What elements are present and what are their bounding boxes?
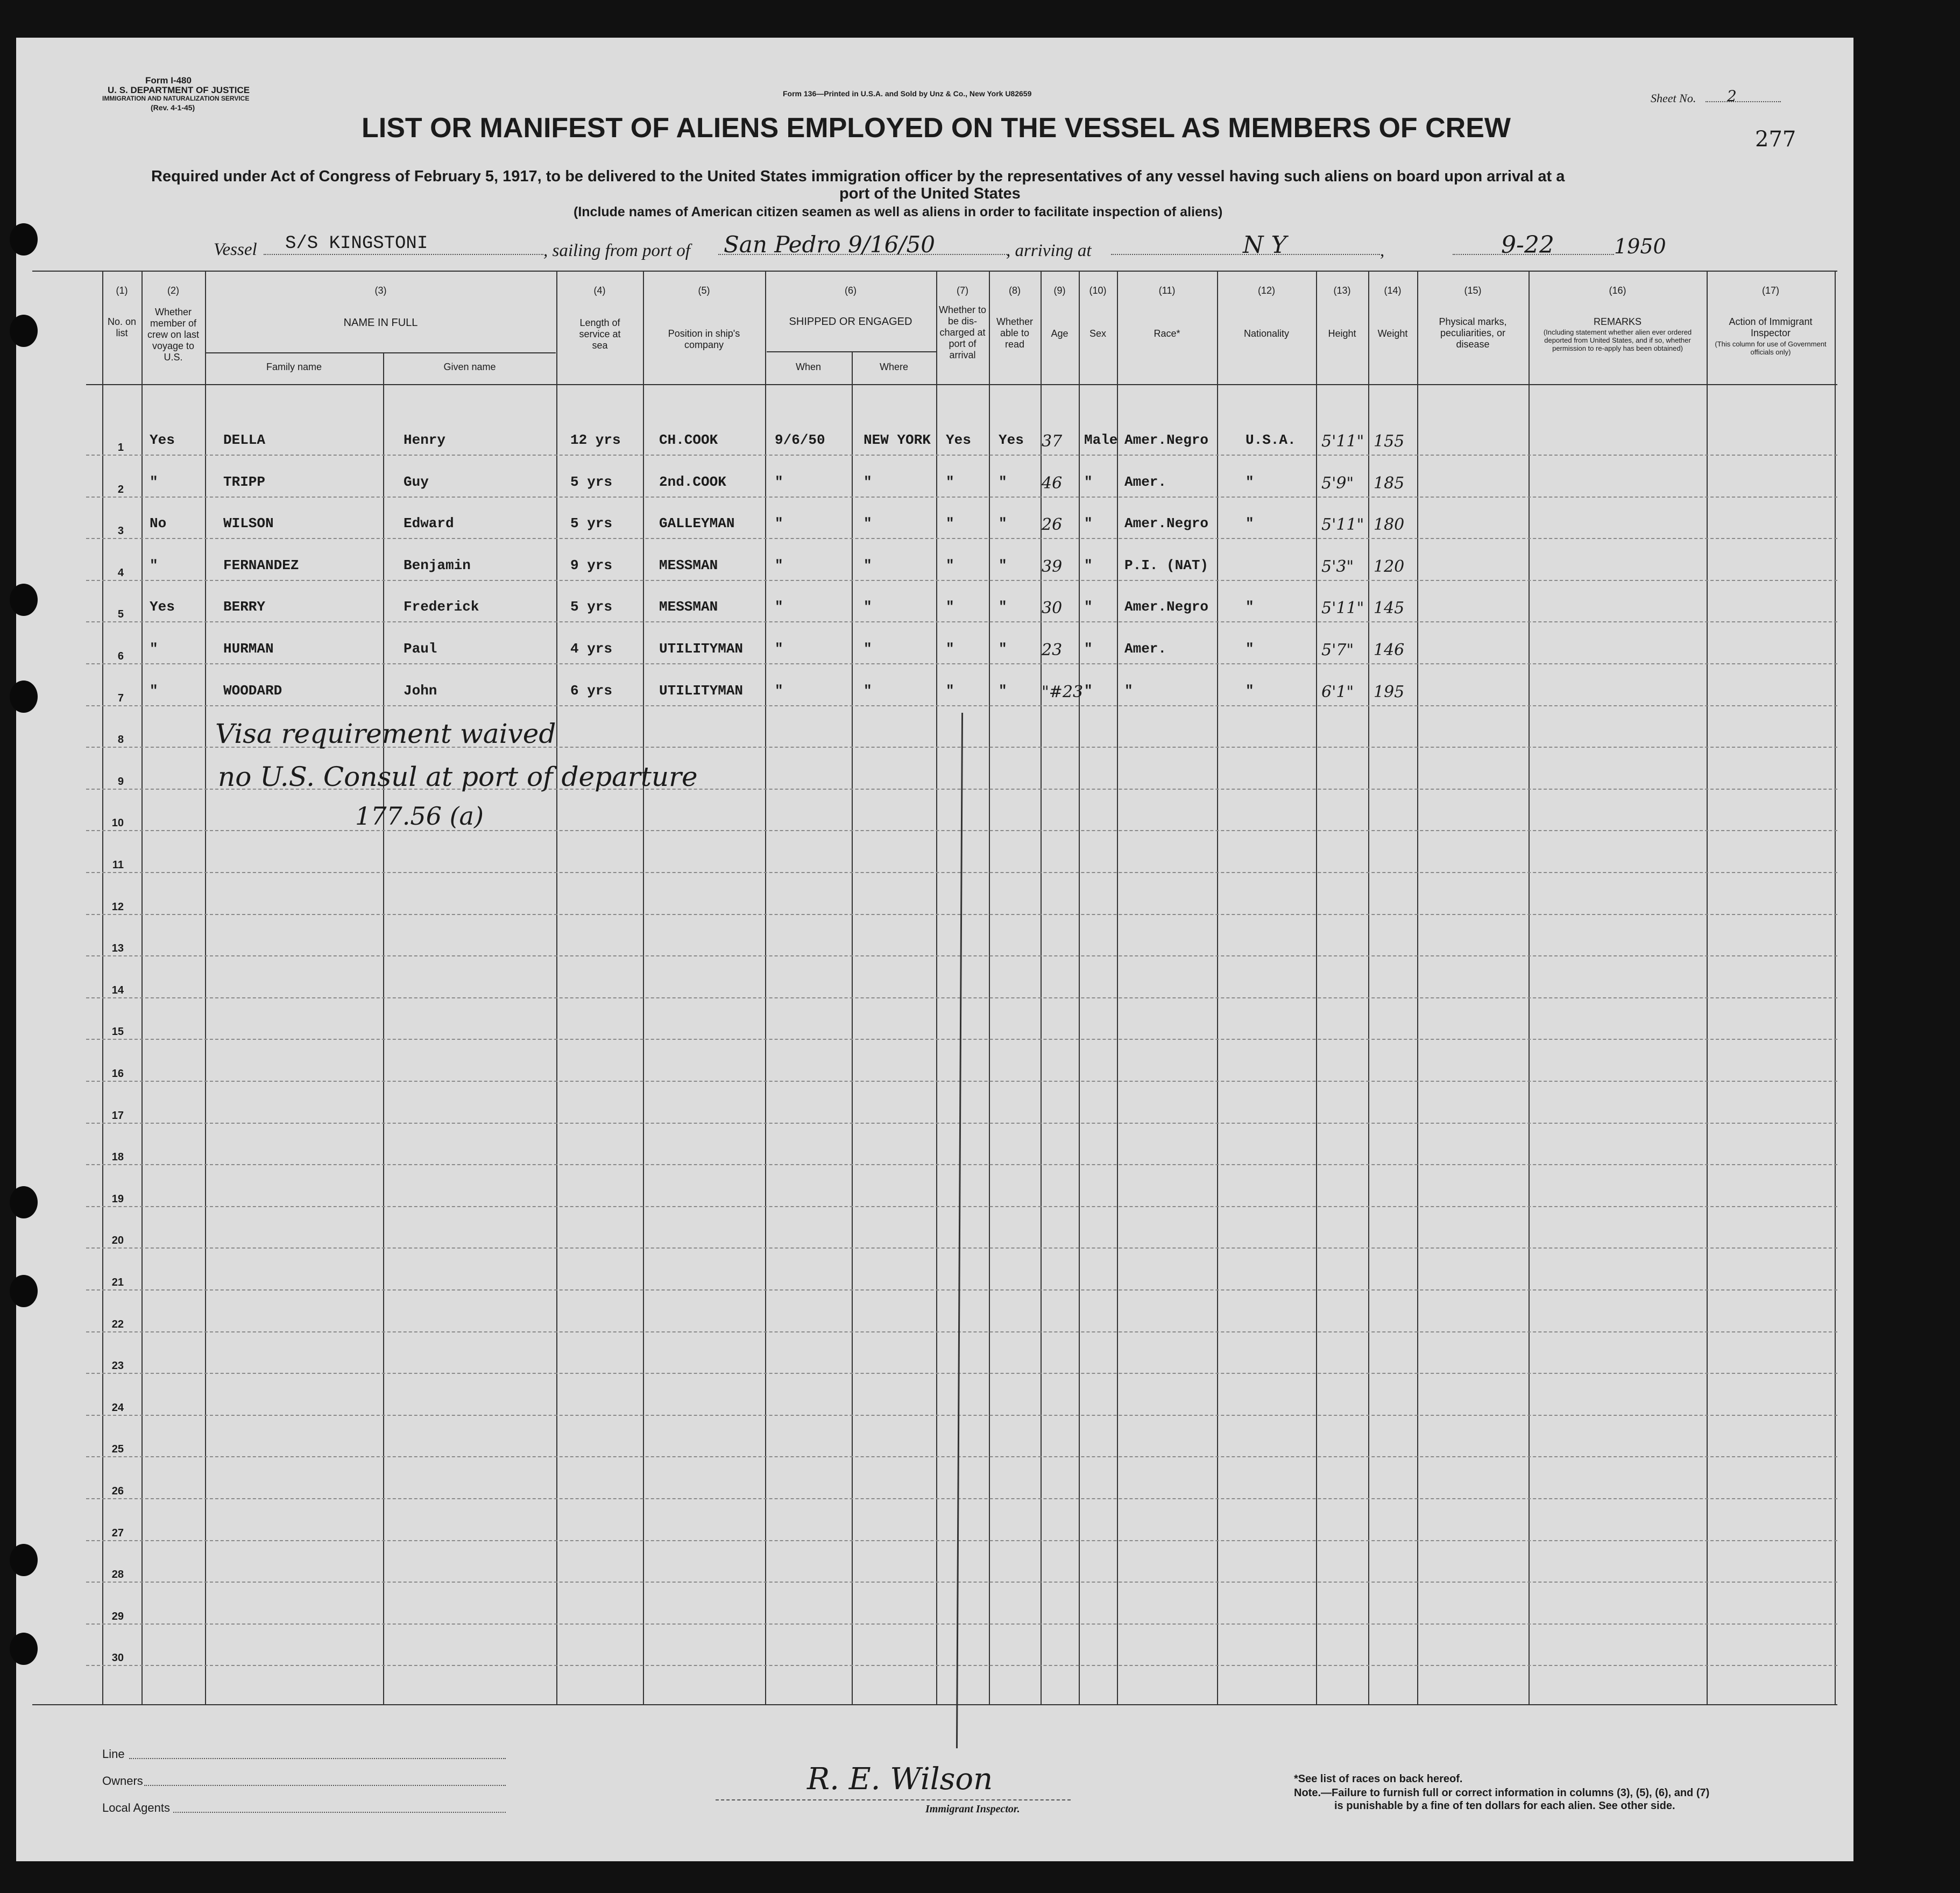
row-number: 13 <box>111 942 124 955</box>
row-number: 18 <box>111 1151 124 1164</box>
col-line <box>1117 271 1118 1704</box>
row-ruling <box>86 580 1837 581</box>
header-col13: Height <box>1328 328 1356 339</box>
header-col13-num: (13) <box>1333 285 1351 296</box>
service-length-cell: 5 yrs <box>570 515 613 532</box>
row-number: 4 <box>117 566 124 579</box>
form-title: LIST OR MANIFEST OF ALIENS EMPLOYED ON THE VESSEL AS MEMBERS OF CREW <box>362 112 1511 144</box>
service-length-cell: 4 yrs <box>570 641 613 657</box>
row-number: 15 <box>111 1026 124 1038</box>
row-number: 20 <box>111 1235 124 1247</box>
header-col9: Age <box>1051 328 1069 339</box>
given-name-cell: Paul <box>404 641 437 657</box>
shipped-when-cell: " <box>775 473 783 490</box>
height-cell: 5'3" <box>1321 557 1354 576</box>
age-cell: 23 <box>1042 641 1063 660</box>
col-line <box>1417 271 1418 1704</box>
service-length-cell: 6 yrs <box>570 682 613 699</box>
age-cell: 46 <box>1042 473 1063 493</box>
row-number: 1 <box>117 442 124 453</box>
position-cell: UTILITYMAN <box>659 682 744 699</box>
row-number: 23 <box>111 1360 124 1372</box>
weight-cell: 185 <box>1374 473 1405 493</box>
row-number: 3 <box>117 525 124 537</box>
header-col2: Whether member of crew on last voyage to U.S. <box>147 307 200 363</box>
nationality-cell: " <box>1246 473 1254 490</box>
discharged-cell: " <box>946 515 954 532</box>
family-name-cell: BERRY <box>223 599 266 615</box>
discharged-cell: " <box>946 557 954 573</box>
col-line <box>205 271 206 1704</box>
row-ruling <box>86 1498 1837 1499</box>
weight-cell: 155 <box>1374 432 1405 451</box>
sex-cell: " <box>1084 599 1093 615</box>
punch-hole <box>10 1186 38 1218</box>
col-line <box>852 351 853 1704</box>
header-col7: Whether to be dis-charged at port of arrival <box>938 304 987 360</box>
sex-cell: " <box>1084 473 1093 490</box>
sheet-label: Sheet No. <box>1651 91 1696 105</box>
header-col17-num: (17) <box>1761 285 1779 296</box>
punch-hole <box>10 1275 38 1307</box>
row-number: 21 <box>111 1277 124 1288</box>
position-cell: MESSMAN <box>659 557 718 573</box>
col-line <box>1835 271 1836 1704</box>
row-ruling <box>86 1247 1837 1249</box>
age-cell: 30 <box>1042 599 1063 618</box>
shipped-when-cell: " <box>775 515 783 532</box>
row-number: 29 <box>111 1610 124 1622</box>
age-cell: "#23 <box>1042 682 1084 701</box>
row-ruling <box>86 621 1837 622</box>
header-col16-sub: (Including statement whether alien ever ordered deported from United States, and if so, whether permission to re-apply has been obtained) <box>1543 328 1692 352</box>
subtitle-1: Required under Act of Congress of February 5, 1917, to be delivered to the United States immigration officer by the representatives of any vessel having such aliens on board upon arrival at a <box>151 168 1565 185</box>
position-cell: MESSMAN <box>659 599 718 615</box>
header-col11-num: (11) <box>1158 285 1176 296</box>
service-length-cell: 9 yrs <box>570 557 613 573</box>
row-number: 8 <box>117 734 124 746</box>
able-to-read-cell: Yes <box>999 432 1024 448</box>
sex-cell: " <box>1084 641 1093 657</box>
manifest-page <box>16 38 1853 1861</box>
height-cell: 5'11" <box>1321 599 1364 618</box>
crew-cell: Yes <box>150 432 175 448</box>
row-number: 22 <box>111 1318 124 1330</box>
header-col10-num: (10) <box>1089 285 1107 296</box>
row-ruling <box>86 1123 1837 1124</box>
col-line <box>1079 271 1080 1704</box>
annotation-line-3: 177.56 (a) <box>355 802 484 831</box>
header-col4: Length of service at sea <box>579 317 621 351</box>
header-col6-num: (6) <box>845 285 857 296</box>
vessel-name: S/S KINGSTONI <box>285 233 428 254</box>
row-number: 7 <box>117 692 124 704</box>
age-cell: 26 <box>1042 515 1063 535</box>
name-subheader-line <box>206 352 556 353</box>
department: U. S. DEPARTMENT OF JUSTICE <box>108 85 250 95</box>
given-name-cell: Guy <box>404 473 429 490</box>
shipped-where-cell: NEW YORK <box>864 432 931 448</box>
discharged-cell: " <box>946 641 954 657</box>
fine-note-2: is punishable by a fine of ten dollars for each alien. See other side. <box>1334 1800 1675 1812</box>
given-name-cell: Edward <box>404 515 454 532</box>
header-where: Where <box>879 361 908 372</box>
header-col16: REMARKS <box>1593 316 1641 327</box>
shipped-when-cell: " <box>775 641 783 657</box>
height-cell: 5'9" <box>1321 473 1354 493</box>
sheet-number: 2 <box>1727 87 1737 105</box>
crew-cell: " <box>150 682 158 699</box>
height-cell: 6'1" <box>1321 682 1354 701</box>
nationality-cell: U.S.A. <box>1246 432 1296 448</box>
family-name-cell: DELLA <box>223 432 266 448</box>
row-ruling <box>86 497 1837 498</box>
row-number: 14 <box>111 984 124 996</box>
sex-cell: Male <box>1084 432 1118 448</box>
shipped-when-cell: 9/6/50 <box>775 432 825 448</box>
col-line <box>383 352 384 1704</box>
discharged-cell: " <box>946 599 954 615</box>
position-cell: GALLEYMAN <box>659 515 735 532</box>
weight-cell: 120 <box>1374 557 1405 576</box>
height-cell: 5'7" <box>1321 641 1354 660</box>
port-from: San Pedro 9/16/50 <box>724 231 935 258</box>
header-col12-num: (12) <box>1257 285 1275 296</box>
col-line <box>556 271 557 1704</box>
crew-cell: " <box>150 557 158 573</box>
header-col7-num: (7) <box>957 285 968 296</box>
header-col3: NAME IN FULL <box>343 317 418 329</box>
note-label: Note. <box>1294 1787 1321 1799</box>
table-bottom-border <box>32 1704 1837 1705</box>
row-ruling <box>86 705 1837 706</box>
row-ruling <box>86 1456 1837 1457</box>
able-to-read-cell: " <box>999 641 1007 657</box>
row-number: 28 <box>111 1569 124 1581</box>
note-text: —Failure to furnish full or correct information in columns (3), (5), (6), and (7) <box>1321 1787 1710 1799</box>
punch-hole <box>10 584 38 616</box>
row-ruling <box>86 1081 1837 1082</box>
col-line <box>643 271 644 1704</box>
row-number: 17 <box>111 1109 124 1122</box>
discharged-cell: " <box>946 473 954 490</box>
family-name-cell: TRIPP <box>223 473 266 490</box>
weight-cell: 145 <box>1374 599 1405 618</box>
arrival-date: 9-22 <box>1501 231 1554 259</box>
row-number: 30 <box>111 1652 124 1664</box>
given-name-cell: Henry <box>404 432 446 448</box>
row-ruling <box>86 997 1837 998</box>
header-col4-num: (4) <box>593 285 606 296</box>
discharged-cell: " <box>946 682 954 699</box>
vessel-underline <box>264 254 543 255</box>
able-to-read-cell: " <box>999 557 1007 573</box>
fine-note <box>1294 1787 1709 1799</box>
header-col8: Whether able to read <box>996 316 1034 350</box>
sheet-underline <box>1706 101 1781 102</box>
header-col5: Position in ship's company <box>668 328 740 350</box>
header-col16-num: (16) <box>1609 285 1626 296</box>
header-col15-num: (15) <box>1464 285 1482 296</box>
age-cell: 37 <box>1042 432 1063 451</box>
family-name-cell: WILSON <box>223 515 274 532</box>
header-col8-num: (8) <box>1009 285 1021 296</box>
punch-hole <box>10 315 38 347</box>
header-col3-num: (3) <box>374 285 387 296</box>
sex-cell: " <box>1084 682 1093 699</box>
header-when: When <box>795 361 822 372</box>
header-col2-num: (2) <box>167 285 179 296</box>
arrival-year: 1950 <box>1614 235 1666 258</box>
row-ruling <box>86 1623 1837 1625</box>
owners-underline <box>144 1785 506 1786</box>
agents-label: Local Agents <box>102 1801 170 1814</box>
col-line <box>936 271 937 1704</box>
row-ruling <box>86 1665 1837 1666</box>
family-name-cell: HURMAN <box>223 641 274 657</box>
row-ruling <box>86 455 1837 456</box>
header-col1: No. on list <box>107 316 137 338</box>
family-name-cell: WOODARD <box>223 682 282 699</box>
row-ruling <box>86 1164 1837 1165</box>
col-line <box>1217 271 1218 1704</box>
race-cell: Amer. <box>1124 641 1167 657</box>
row-ruling <box>86 663 1837 664</box>
port-to: N Y <box>1243 231 1287 259</box>
sailing-label: , sailing from port of <box>543 241 690 260</box>
col-line <box>1368 271 1369 1704</box>
row-ruling <box>86 1289 1837 1291</box>
header-col12: Nationality <box>1243 328 1290 339</box>
row-number: 9 <box>117 775 124 788</box>
row-number: 16 <box>111 1068 124 1080</box>
line-label: Line <box>102 1747 125 1761</box>
given-name-cell: Benjamin <box>404 557 471 573</box>
header-col9-num: (9) <box>1053 285 1066 296</box>
race-cell: P.I. (NAT) <box>1124 557 1209 573</box>
header-family-name: Family name <box>266 361 322 372</box>
shipped-where-cell: " <box>864 515 872 532</box>
weight-cell: 195 <box>1374 682 1405 701</box>
subtitle-2: port of the United States <box>839 185 1021 202</box>
header-col14: Weight <box>1377 328 1408 339</box>
shipped-where-cell: " <box>864 599 872 615</box>
position-cell: UTILITYMAN <box>659 641 744 657</box>
owners-label: Owners <box>102 1774 143 1788</box>
discharged-cell: Yes <box>946 432 971 448</box>
shipped-when-cell: " <box>775 557 783 573</box>
height-cell: 5'11" <box>1321 432 1364 451</box>
able-to-read-cell: " <box>999 599 1007 615</box>
able-to-read-cell: " <box>999 515 1007 532</box>
shipped-where-cell: " <box>864 473 872 490</box>
sex-cell: " <box>1084 557 1093 573</box>
weight-cell: 180 <box>1374 515 1405 535</box>
row-number: 12 <box>111 901 124 913</box>
inspector-signature: R. E. Wilson <box>807 1762 993 1797</box>
crew-cell: Yes <box>150 599 175 615</box>
punch-hole <box>10 1633 38 1665</box>
row-ruling <box>86 1373 1837 1374</box>
nationality-cell: " <box>1246 599 1254 615</box>
age-cell: 39 <box>1042 557 1063 576</box>
race-cell: Amer.Negro <box>1124 432 1209 448</box>
row-ruling <box>86 1331 1837 1332</box>
row-ruling <box>86 538 1837 539</box>
shipped-where-cell: " <box>864 557 872 573</box>
col-line <box>989 271 990 1704</box>
punch-hole <box>10 223 38 256</box>
header-col15: Physical marks, peculiarities, or disease <box>1439 316 1507 350</box>
shipped-when-cell: " <box>775 599 783 615</box>
header-col6: SHIPPED OR ENGAGED <box>789 316 912 328</box>
signature-underline <box>716 1799 1071 1800</box>
weight-cell: 146 <box>1374 641 1405 660</box>
form-number: Form I-480 <box>145 75 192 86</box>
row-number: 26 <box>111 1485 124 1497</box>
col-line <box>765 271 766 1704</box>
able-to-read-cell: " <box>999 473 1007 490</box>
header-col17-sub: (This column for use of Government officials only) <box>1715 340 1827 356</box>
row-number: 10 <box>111 817 124 829</box>
row-number: 5 <box>117 608 124 621</box>
header-col5-num: (5) <box>698 285 710 296</box>
position-cell: CH.COOK <box>659 432 718 448</box>
row-ruling <box>86 1206 1837 1207</box>
given-name-cell: John <box>404 682 437 699</box>
col-line <box>1316 271 1317 1704</box>
comma: , <box>1380 241 1385 260</box>
able-to-read-cell: " <box>999 682 1007 699</box>
row-number: 27 <box>111 1527 124 1539</box>
header-given-name: Given name <box>443 361 496 372</box>
races-note: *See list of races on back hereof. <box>1294 1773 1463 1785</box>
punch-hole <box>10 680 38 713</box>
given-name-cell: Frederick <box>404 599 479 615</box>
page-stamp: 277 <box>1755 127 1796 152</box>
row-ruling <box>86 1415 1837 1416</box>
annotation-line-1: Visa requirement waived <box>215 718 556 749</box>
row-number: 6 <box>117 650 124 662</box>
line-underline <box>129 1758 506 1759</box>
shipped-when-cell: " <box>775 682 783 699</box>
subtitle-3: (Include names of American citizen seamen as well as aliens in order to facilitate inspection of aliens) <box>574 204 1223 219</box>
revision: (Rev. 4-1-45) <box>151 103 195 112</box>
table-top-border <box>32 271 1837 272</box>
crew-cell: No <box>150 515 167 532</box>
family-name-cell: FERNANDEZ <box>223 557 299 573</box>
row-number: 25 <box>111 1443 124 1456</box>
nationality-cell: " <box>1246 641 1254 657</box>
header-bottom-border <box>86 384 1837 385</box>
row-number: 11 <box>112 859 124 871</box>
header-col14-num: (14) <box>1384 285 1402 296</box>
printer-line: Form 136—Printed in U.S.A. and Sold by Unz & Co., New York U82659 <box>783 89 1032 98</box>
header-col1-num: (1) <box>116 285 128 296</box>
col-line <box>1529 271 1530 1704</box>
row-number: 24 <box>111 1401 124 1414</box>
annotation-line-2: no U.S. Consul at port of departure <box>218 761 698 792</box>
agents-underline <box>173 1812 506 1813</box>
row-ruling <box>86 1582 1837 1583</box>
vessel-label: Vessel <box>214 240 257 259</box>
service-length-cell: 5 yrs <box>570 599 613 615</box>
shipped-where-cell: " <box>864 641 872 657</box>
crew-cell: " <box>150 473 158 490</box>
sex-cell: " <box>1084 515 1093 532</box>
position-cell: 2nd.COOK <box>659 473 726 490</box>
shipped-where-cell: " <box>864 682 872 699</box>
arriving-label: , arriving at <box>1006 241 1092 260</box>
row-ruling <box>86 1540 1837 1541</box>
inspector-label: Immigrant Inspector. <box>925 1803 1020 1815</box>
race-cell: Amer.Negro <box>1124 599 1209 615</box>
row-ruling <box>86 1039 1837 1040</box>
punch-hole <box>10 1544 38 1576</box>
nationality-cell: " <box>1246 682 1254 699</box>
service-name: IMMIGRATION AND NATURALIZATION SERVICE <box>102 95 250 102</box>
col-line <box>1707 271 1708 1704</box>
header-col10: Sex <box>1089 328 1107 339</box>
row-number: 19 <box>111 1193 124 1205</box>
header-col17: Action of Immigrant Inspector <box>1729 316 1813 338</box>
service-length-cell: 12 yrs <box>570 432 621 448</box>
crew-cell: " <box>150 641 158 657</box>
race-cell: " <box>1124 682 1133 699</box>
height-cell: 5'11" <box>1321 515 1364 535</box>
header-col11: Race* <box>1154 328 1180 339</box>
race-cell: Amer. <box>1124 473 1167 490</box>
race-cell: Amer.Negro <box>1124 515 1209 532</box>
col-line <box>141 271 143 1704</box>
service-length-cell: 5 yrs <box>570 473 613 490</box>
row-number: 2 <box>117 483 124 495</box>
nationality-cell: " <box>1246 515 1254 532</box>
